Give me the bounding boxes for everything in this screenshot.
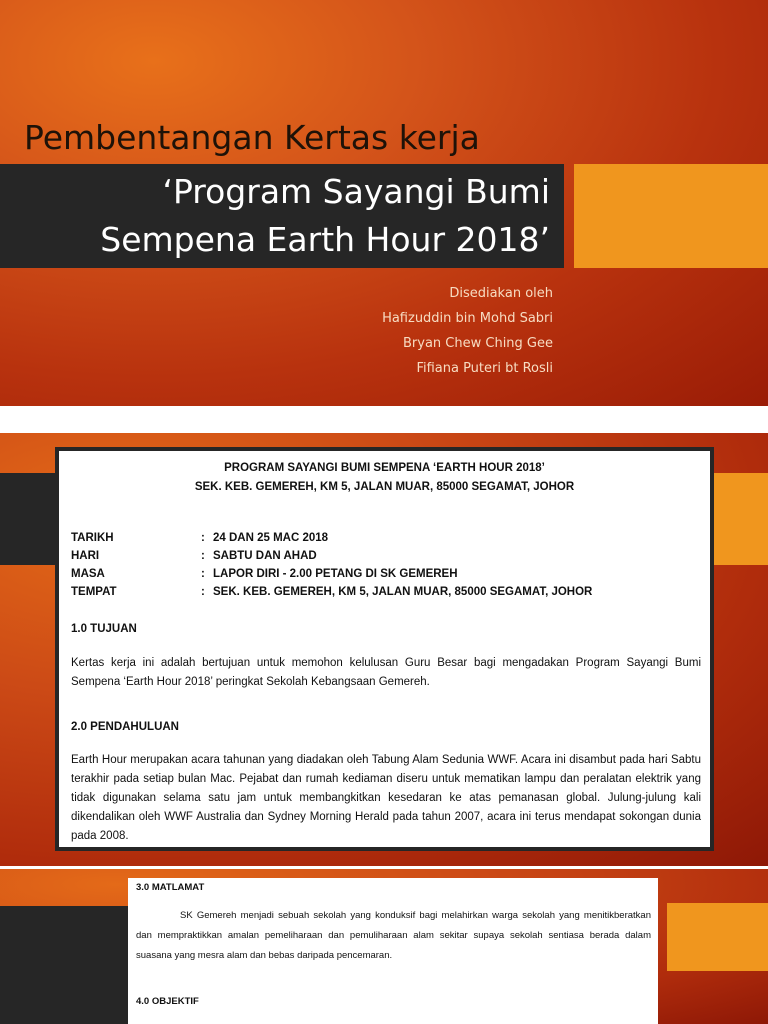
field-colon: : [201, 550, 205, 562]
section-text-pendahuluan: Earth Hour merupakan acara tahunan yang diadakan oleh Tabung Alam Sedunia WWF. Acara ini disambut pada hari Sabtu terakhir pada setiap bulan Mac. Pejabat dan rumah kediaman diseru untuk mematikan lampu dan peralatan elektrik yang tidak digunakan selama satu jam untuk membangkitkan kesedaran ke atas pemanasan global. Julung-julung kali dikendalikan oleh WWF Australia dan Sydney Morning Herald pada tahun 2007, acara ini terus mendapat sokongan dunia pada 2008. [71, 754, 701, 842]
credits-line: Bryan Chew Ching Gee [403, 336, 553, 351]
field-colon: : [201, 568, 205, 580]
document-heading [59, 459, 710, 497]
left-dark-block [0, 906, 128, 1024]
field-label: HARI [71, 550, 100, 562]
document-slide-1 [0, 433, 768, 866]
section-text-matlamat: SK Gemereh menjadi sebuah sekolah yang konduksif bagi melahirkan warga sekolah yang menitikberatkan dan mempraktikkan amalan pemeliharaan dan pemuliharaan alam sekitar supaya sekolah sentiasa berada dalam suasana yang mesra alam dan bebas daripada pencemaran. [136, 910, 651, 961]
document-page [55, 447, 714, 851]
field-value: LAPOR DIRI - 2.00 PETANG DI SK GEMEREH [213, 568, 458, 580]
title-band [0, 164, 564, 268]
slide-separator [0, 406, 768, 433]
title-slide [0, 0, 768, 406]
right-accent-block [714, 473, 768, 565]
document-page [128, 878, 658, 1024]
field-value: SEK. KEB. GEMEREH, KM 5, JALAN MUAR, 85000 SEGAMAT, JOHOR [213, 586, 593, 598]
program-title-line1: ‘Program Sayangi Bumi [162, 172, 550, 211]
credits [382, 281, 553, 381]
field-label: MASA [71, 568, 105, 580]
program-title [100, 168, 550, 264]
accent-block [574, 164, 768, 268]
credits-line: Hafizuddin bin Mohd Sabri [382, 311, 553, 326]
section-title-pendahuluan: 2.0 PENDAHULUAN [71, 721, 179, 733]
field-tempat [71, 583, 701, 601]
field-label: TARIKH [71, 532, 114, 544]
right-accent-block [667, 903, 768, 971]
field-label: TEMPAT [71, 586, 117, 598]
document-slide-2 [0, 869, 768, 1024]
field-value: 24 DAN 25 MAC 2018 [213, 532, 329, 544]
slide-title: Pembentangan Kertas kerja [24, 118, 480, 157]
field-colon: : [201, 532, 205, 544]
field-masa [71, 565, 701, 583]
credits-line: Disediakan oleh [449, 286, 553, 301]
field-tarikh [71, 529, 701, 547]
document-heading-line2: SEK. KEB. GEMEREH, KM 5, JALAN MUAR, 85000 SEGAMAT, JOHOR [194, 481, 575, 493]
left-dark-block [0, 473, 55, 565]
field-hari [71, 547, 701, 565]
credits-line: Fifiana Puteri bt Rosli [416, 361, 553, 376]
field-value: SABTU DAN AHAD [213, 550, 317, 562]
section-title-matlamat: 3.0 MATLAMAT [136, 882, 205, 893]
field-colon: : [201, 586, 205, 598]
section-title-tujuan: 1.0 TUJUAN [71, 623, 137, 635]
program-title-line2: Sempena Earth Hour 2018’ [100, 220, 550, 259]
section-text-tujuan: Kertas kerja ini adalah bertujuan untuk memohon kelulusan Guru Besar bagi mengadakan Program Sayangi Bumi Sempena ‘Earth Hour 2018’ peringkat Sekolah Kebangsaan Gemereh. [71, 657, 701, 688]
details-fields [71, 529, 701, 601]
section-title-objektif: 4.0 OBJEKTIF [136, 996, 199, 1007]
document-heading-line1: PROGRAM SAYANGI BUMI SEMPENA ‘EARTH HOUR 2018’ [224, 462, 545, 474]
